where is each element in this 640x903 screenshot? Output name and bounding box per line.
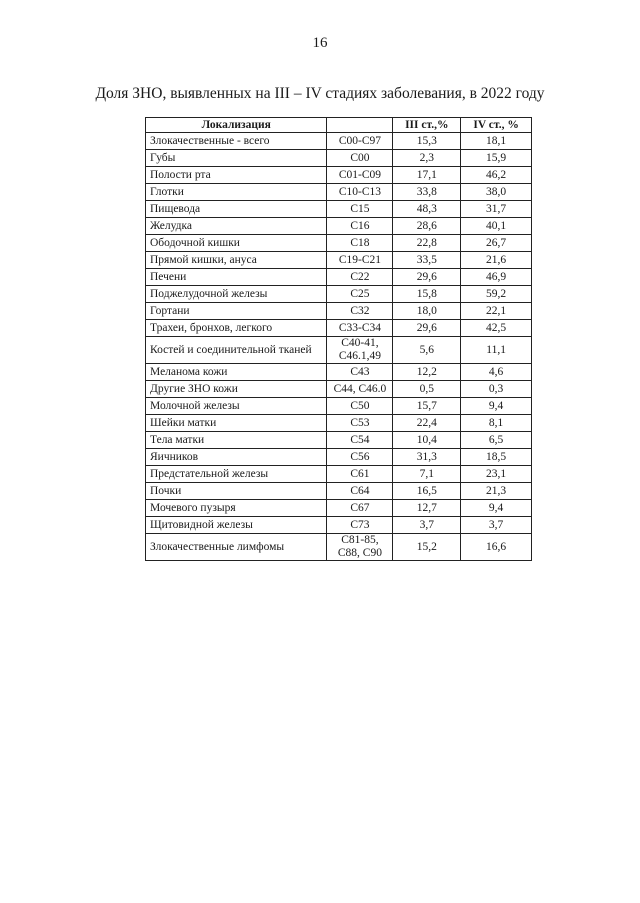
- code-cell: C10-C13: [327, 184, 393, 201]
- stage-3-cell: 15,3: [393, 133, 461, 150]
- table-row: [146, 235, 532, 252]
- localization-cell: Яичников: [146, 449, 327, 466]
- table-row: [146, 218, 532, 235]
- table-row: [146, 252, 532, 269]
- stage-3-cell: 12,7: [393, 500, 461, 517]
- table-row: [146, 167, 532, 184]
- stage-4-cell: 31,7: [461, 201, 532, 218]
- table-row: [146, 534, 532, 561]
- localization-cell: Злокачественные лимфомы: [146, 534, 327, 561]
- stage-3-cell: 10,4: [393, 432, 461, 449]
- localization-cell: Костей и соединительной тканей: [146, 337, 327, 364]
- stage-3-cell: 15,2: [393, 534, 461, 561]
- code-cell: C22: [327, 269, 393, 286]
- stage-4-cell: 38,0: [461, 184, 532, 201]
- stage-3-cell: 22,4: [393, 415, 461, 432]
- stage-4-cell: 21,3: [461, 483, 532, 500]
- code-cell: C18: [327, 235, 393, 252]
- header-code: [327, 118, 393, 133]
- table-row: [146, 432, 532, 449]
- table-row: [146, 466, 532, 483]
- stage-4-cell: 6,5: [461, 432, 532, 449]
- localization-cell: Молочной железы: [146, 398, 327, 415]
- stage-4-cell: 42,5: [461, 320, 532, 337]
- localization-cell: Другие ЗНО кожи: [146, 381, 327, 398]
- stage-4-cell: 46,2: [461, 167, 532, 184]
- stage-3-cell: 29,6: [393, 269, 461, 286]
- stage-4-cell: 18,1: [461, 133, 532, 150]
- code-cell: C32: [327, 303, 393, 320]
- code-cell: C15: [327, 201, 393, 218]
- stage-4-cell: 21,6: [461, 252, 532, 269]
- stage-3-cell: 33,5: [393, 252, 461, 269]
- stage-4-cell: 26,7: [461, 235, 532, 252]
- localization-cell: Почки: [146, 483, 327, 500]
- table-row: [146, 303, 532, 320]
- table-row: [146, 517, 532, 534]
- localization-cell: Предстательной железы: [146, 466, 327, 483]
- stage-4-cell: 3,7: [461, 517, 532, 534]
- table-row: [146, 381, 532, 398]
- code-cell: C61: [327, 466, 393, 483]
- code-cell: C54: [327, 432, 393, 449]
- stage-3-cell: 33,8: [393, 184, 461, 201]
- code-cell: C33-C34: [327, 320, 393, 337]
- stage-3-cell: 31,3: [393, 449, 461, 466]
- code-cell: C40-41, C46.1,49: [327, 337, 393, 364]
- stage-4-cell: 22,1: [461, 303, 532, 320]
- code-cell: C81-85, C88, C90: [327, 534, 393, 561]
- table-row: [146, 415, 532, 432]
- localization-cell: Поджелудочной железы: [146, 286, 327, 303]
- table-header-row: [146, 118, 532, 133]
- page-number: 16: [312, 35, 328, 51]
- localization-cell: Ободочной кишки: [146, 235, 327, 252]
- stage-4-cell: 59,2: [461, 286, 532, 303]
- table-row: [146, 133, 532, 150]
- stage-4-cell: 18,5: [461, 449, 532, 466]
- code-cell: C56: [327, 449, 393, 466]
- localization-cell: Меланома кожи: [146, 364, 327, 381]
- stage-3-cell: 17,1: [393, 167, 461, 184]
- localization-cell: Мочевого пузыря: [146, 500, 327, 517]
- code-cell: C67: [327, 500, 393, 517]
- table-row: [146, 500, 532, 517]
- stage-3-cell: 28,6: [393, 218, 461, 235]
- stage-4-cell: 0,3: [461, 381, 532, 398]
- header-localization: Локализация: [146, 118, 327, 133]
- stage-3-cell: 7,1: [393, 466, 461, 483]
- table-row: [146, 201, 532, 218]
- stage-3-cell: 15,8: [393, 286, 461, 303]
- localization-cell: Губы: [146, 150, 327, 167]
- stage-4-cell: 9,4: [461, 398, 532, 415]
- table-row: [146, 398, 532, 415]
- header-stage-4: IV ст., %: [461, 118, 532, 133]
- stage-3-cell: 3,7: [393, 517, 461, 534]
- localization-cell: Глотки: [146, 184, 327, 201]
- code-cell: C64: [327, 483, 393, 500]
- stage-4-cell: 40,1: [461, 218, 532, 235]
- stage-3-cell: 5,6: [393, 337, 461, 364]
- stage-share-table: [145, 117, 532, 561]
- stage-3-cell: 29,6: [393, 320, 461, 337]
- code-cell: C73: [327, 517, 393, 534]
- stage-3-cell: 12,2: [393, 364, 461, 381]
- localization-cell: Желудка: [146, 218, 327, 235]
- table-row: [146, 449, 532, 466]
- table-row: [146, 269, 532, 286]
- code-cell: C43: [327, 364, 393, 381]
- localization-cell: Печени: [146, 269, 327, 286]
- stage-4-cell: 4,6: [461, 364, 532, 381]
- code-cell: C00: [327, 150, 393, 167]
- localization-cell: Тела матки: [146, 432, 327, 449]
- table-row: [146, 150, 532, 167]
- localization-cell: Полости рта: [146, 167, 327, 184]
- code-cell: C44, C46.0: [327, 381, 393, 398]
- stage-3-cell: 18,0: [393, 303, 461, 320]
- localization-cell: Прямой кишки, ануса: [146, 252, 327, 269]
- code-cell: C19-C21: [327, 252, 393, 269]
- localization-cell: Шейки матки: [146, 415, 327, 432]
- table-row: [146, 337, 532, 364]
- stage-3-cell: 22,8: [393, 235, 461, 252]
- localization-cell: Щитовидной железы: [146, 517, 327, 534]
- code-cell: C50: [327, 398, 393, 415]
- code-cell: C16: [327, 218, 393, 235]
- stage-3-cell: 16,5: [393, 483, 461, 500]
- stage-4-cell: 11,1: [461, 337, 532, 364]
- table-row: [146, 286, 532, 303]
- stage-3-cell: 0,5: [393, 381, 461, 398]
- code-cell: C53: [327, 415, 393, 432]
- stage-4-cell: 46,9: [461, 269, 532, 286]
- stage-4-cell: 15,9: [461, 150, 532, 167]
- stage-3-cell: 2,3: [393, 150, 461, 167]
- stage-4-cell: 16,6: [461, 534, 532, 561]
- localization-cell: Трахеи, бронхов, легкого: [146, 320, 327, 337]
- localization-cell: Пищевода: [146, 201, 327, 218]
- table-row: [146, 483, 532, 500]
- table-row: [146, 320, 532, 337]
- localization-cell: Гортани: [146, 303, 327, 320]
- stage-3-cell: 48,3: [393, 201, 461, 218]
- document-title: Доля ЗНО, выявленных на III – IV стадиях заболевания, в 2022 году: [95, 85, 545, 102]
- stage-3-cell: 15,7: [393, 398, 461, 415]
- localization-cell: Злокачественные - всего: [146, 133, 327, 150]
- header-stage-3: III ст.,%: [393, 118, 461, 133]
- code-cell: C00-C97: [327, 133, 393, 150]
- stage-4-cell: 8,1: [461, 415, 532, 432]
- code-cell: C01-C09: [327, 167, 393, 184]
- code-cell: C25: [327, 286, 393, 303]
- table-row: [146, 364, 532, 381]
- table-row: [146, 184, 532, 201]
- stage-4-cell: 23,1: [461, 466, 532, 483]
- stage-4-cell: 9,4: [461, 500, 532, 517]
